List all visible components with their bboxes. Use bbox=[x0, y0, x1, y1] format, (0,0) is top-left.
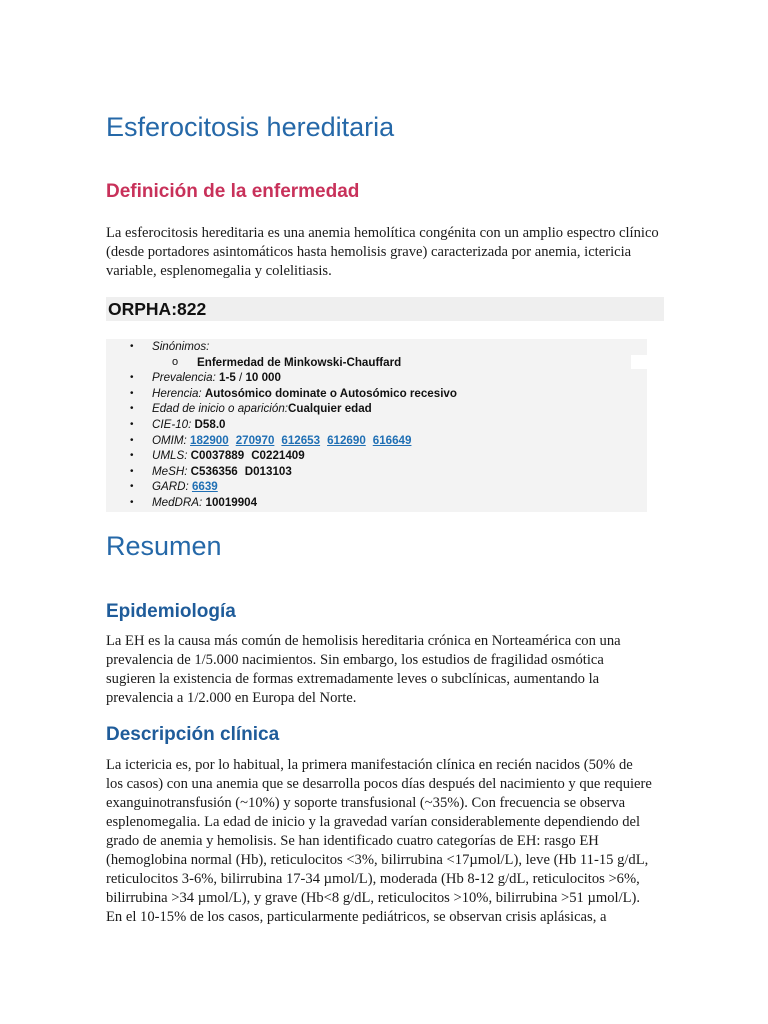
disease-info-list bbox=[106, 339, 647, 511]
info-item-mesh bbox=[106, 464, 647, 480]
text-line: La EH es la causa más común de hemolisis hereditaria crónica en Norteamérica con una bbox=[106, 633, 621, 649]
gard-label: GARD: bbox=[152, 480, 189, 494]
text-line: grado de anemia y hemolisis. Se han identificado cuatro categorías de EH: rasgo EH bbox=[106, 833, 599, 849]
omim-link-612653[interactable]: 612653 bbox=[281, 433, 321, 447]
bullet: • bbox=[130, 465, 134, 477]
descripcion-text bbox=[106, 756, 664, 927]
text-line: (hemoglobina normal (Hb), reticulocitos <3%, bilirrubina <17µmol/L), leve (Hb 11-15 g/dL, bbox=[106, 852, 649, 868]
bullet: • bbox=[130, 481, 134, 493]
info-item-edad bbox=[106, 401, 647, 417]
text-line: sugieren la existencia de formas extremadamente leves o subclínicas, aumentando la bbox=[106, 671, 600, 687]
herencia-label: Herencia: bbox=[152, 386, 202, 400]
info-item-sinonimos bbox=[106, 339, 647, 355]
synonym-value: Enfermedad de Minkowski-Chauffard bbox=[197, 355, 402, 369]
info-item-herencia bbox=[106, 386, 647, 402]
prevalencia-label: Prevalencia: bbox=[152, 371, 216, 385]
text-line: prevalencia a 1/2.000 en Europa del Norte. bbox=[106, 690, 357, 706]
definition-heading: Definición de la enfermedad bbox=[106, 181, 360, 202]
bullet: • bbox=[130, 434, 134, 446]
mesh-label: MeSH: bbox=[152, 464, 188, 478]
prevalencia-value-a: 1-5 bbox=[219, 371, 236, 385]
mesh-value-1: C536356 bbox=[190, 464, 238, 478]
info-item-cie10 bbox=[106, 417, 647, 433]
omim-link-270970[interactable]: 270970 bbox=[235, 433, 275, 447]
info-subitem-synonym bbox=[106, 355, 647, 371]
text-line: los casos) con una anemia que se desarrolla pocos días después del nacimiento y que requiere bbox=[106, 776, 652, 792]
bullet: • bbox=[130, 403, 134, 415]
meddra-value: 10019904 bbox=[205, 495, 258, 509]
page-title: Esferocitosis hereditaria bbox=[106, 112, 395, 142]
cie-value: D58.0 bbox=[194, 417, 226, 431]
herencia-value: Autosómico dominate o Autosómico recesivo bbox=[204, 386, 457, 400]
descripcion-heading: Descripción clínica bbox=[106, 724, 280, 745]
text-line: reticulocitos 3-6%, bilirrubina 17-34 µmol/L), moderada (Hb 8-12 g/dL, reticulocitos >6%, bbox=[106, 871, 640, 887]
text-line: esplenomegalia. La edad de inicio y la gravedad varían considerablemente dependiendo del bbox=[106, 814, 641, 830]
omim-link-182900[interactable]: 182900 bbox=[190, 433, 229, 447]
text-line: La ictericia es, por lo habitual, la primera manifestación clínica en recién nacidos (50% de bbox=[106, 757, 633, 773]
sinonimos-label: Sinónimos: bbox=[152, 340, 210, 353]
text-line: En el 10-15% de los casos, particularmente pediátricos, se observan crisis aplásicas, a bbox=[106, 909, 607, 925]
epidemiologia-text bbox=[106, 632, 664, 708]
bullet: • bbox=[130, 496, 134, 508]
edad-value: Cualquier edad bbox=[288, 402, 372, 416]
info-item-gard bbox=[106, 479, 647, 495]
resumen-title: Resumen bbox=[106, 531, 222, 561]
definition-text: La esferocitosis hereditaria es una anemia hemolítica congénita con un amplio espectro clínico (desde portadores asintomáticos hasta hemolisis grave) caracterizada por anemia, ictericia variable, esplenomegalia y colelitiasis. bbox=[106, 225, 659, 279]
mesh-value-2: D013103 bbox=[244, 464, 292, 478]
umls-value-1: C0037889 bbox=[190, 449, 245, 463]
umls-label: UMLS: bbox=[152, 449, 188, 463]
bullet: • bbox=[130, 387, 134, 399]
bullet: • bbox=[130, 372, 134, 384]
text-line: exanguinotransfusión (~10%) y soporte transfusional (~35%). Con frecuencia se observa bbox=[106, 795, 626, 811]
omim-label: OMIM: bbox=[152, 433, 187, 447]
meddra-label: MedDRA: bbox=[152, 495, 203, 509]
info-item-umls bbox=[106, 448, 647, 464]
info-item-meddra bbox=[106, 495, 647, 511]
text-line: prevalencia de 1/5.000 nacimientos. Sin embargo, los estudios de fragilidad osmótica bbox=[106, 652, 604, 668]
cie-label: CIE-10: bbox=[152, 417, 192, 431]
bullet: • bbox=[130, 418, 134, 430]
sub-bullet: o bbox=[172, 355, 179, 368]
omim-link-616649[interactable]: 616649 bbox=[372, 433, 412, 447]
text-line: bilirrubina >34 µmol/L), y grave (Hb<8 g/dL, reticulocitos >10%, bilirrubina >51 µmol/L). bbox=[106, 890, 641, 906]
umls-value-2: C0221409 bbox=[251, 449, 305, 463]
orpha-code: ORPHA:822 bbox=[106, 297, 664, 321]
omim-link-612690[interactable]: 612690 bbox=[327, 433, 366, 447]
info-item-prevalencia bbox=[106, 370, 647, 386]
prevalencia-value-b: 10 000 bbox=[245, 371, 281, 385]
epidemiologia-heading: Epidemiología bbox=[106, 601, 236, 622]
info-item-omim bbox=[106, 433, 647, 449]
edad-label: Edad de inicio o aparición: bbox=[152, 402, 288, 416]
bullet: • bbox=[130, 450, 134, 462]
prevalencia-sep: / bbox=[235, 371, 246, 385]
bullet: • bbox=[130, 341, 134, 352]
disease-info-box bbox=[106, 339, 647, 512]
gard-link[interactable]: 6639 bbox=[191, 480, 218, 494]
